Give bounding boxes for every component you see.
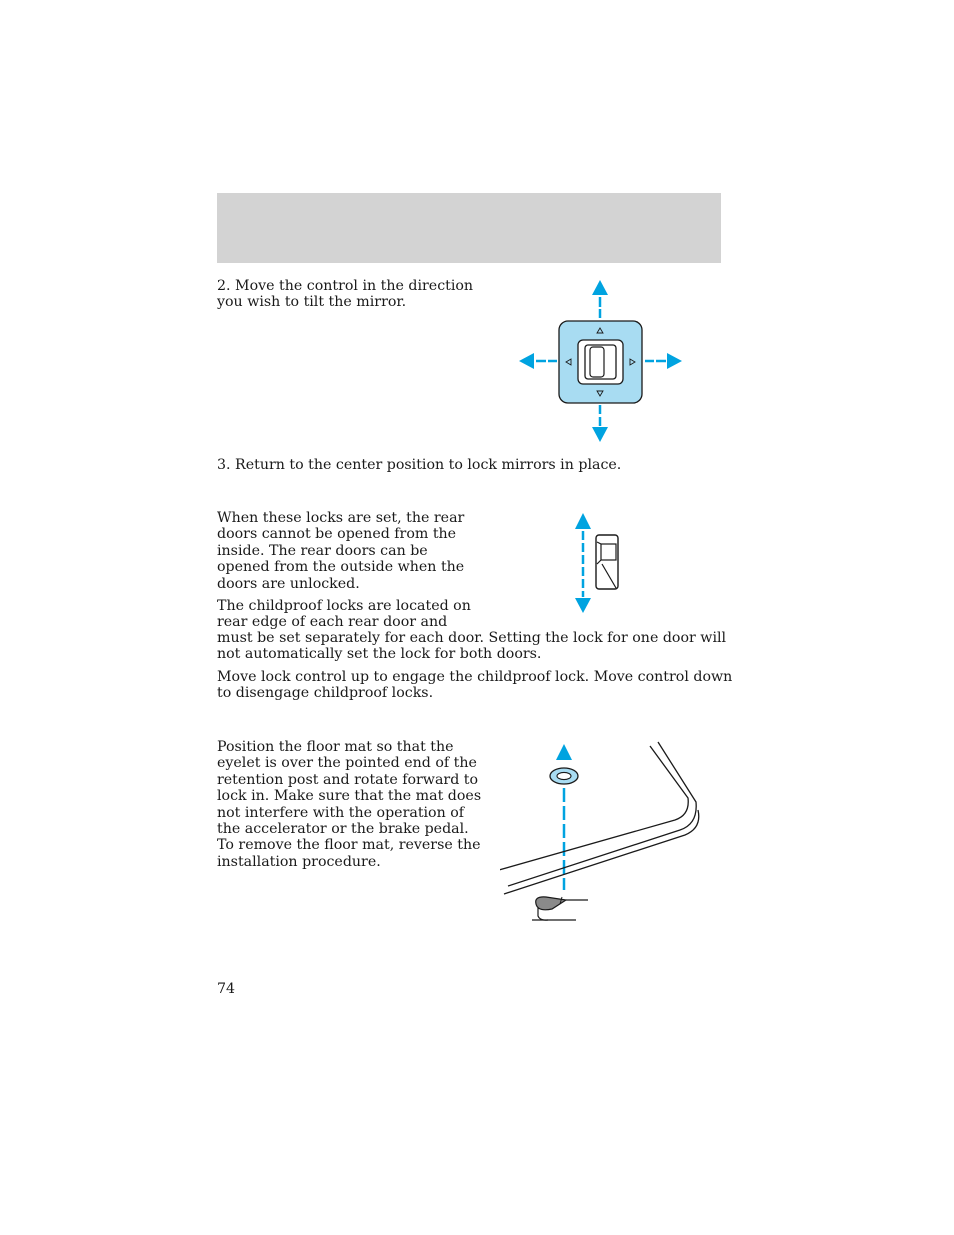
- childproof-operation-text: Move lock control up to engage the childproof lock. Move control down to disengage childproof locks.: [217, 669, 733, 702]
- childproof-lock-icon: [570, 512, 626, 616]
- childproof-location-text-continued: must be set separately for each door. Setting the lock for one door will not automatically set the lock for both doors.: [217, 630, 727, 663]
- mirror-control-icon: [515, 278, 687, 446]
- section-header-band: [217, 193, 721, 263]
- floor-mat-instructions-text: Position the floor mat so that the eyelet is over the pointed end of the retention post and rotate forward to lock in. Make sure that the mat does not interfere with the operation of the accelerator or the brake pedal. To remove the floor mat, reverse the installation procedure.: [217, 739, 482, 870]
- mirror-step-2-text: 2. Move the control in the direction you wish to tilt the mirror.: [217, 278, 474, 311]
- mirror-step-3-text: 3. Return to the center position to lock mirrors in place.: [217, 457, 622, 473]
- childproof-intro-text: When these locks are set, the rear doors cannot be opened from the inside. The rear doors can be opened from the outside when the doors are unlocked.: [217, 510, 465, 592]
- page-number: 74: [217, 981, 236, 997]
- floor-mat-retention-icon: [500, 740, 705, 926]
- childproof-location-text: The childproof locks are located on rear edge of each rear door and: [217, 598, 471, 631]
